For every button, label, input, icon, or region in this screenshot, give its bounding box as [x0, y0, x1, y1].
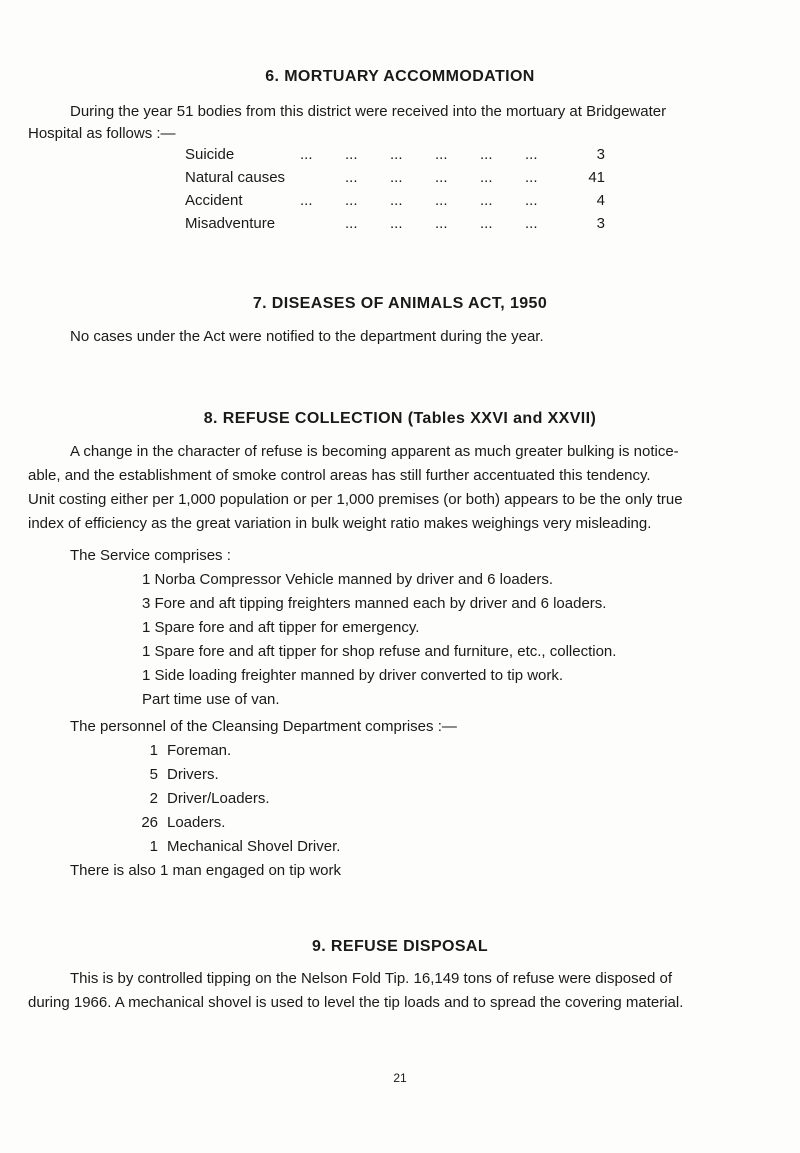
- personnel-number: 5: [149, 766, 158, 783]
- refuse-paragraph-line: index of efficiency as the great variation in bulk weight ratio makes weighings very misleading.: [28, 515, 652, 532]
- service-item: Part time use of van.: [142, 691, 280, 708]
- service-item: 1 Side loading freighter manned by driver converted to tip work.: [142, 667, 564, 684]
- section-7-text: No cases under the Act were notified to the department during the year.: [70, 328, 544, 345]
- service-item: 1 Spare fore and aft tipper for emergency.: [142, 619, 420, 636]
- closing-line: There is also 1 man engaged on tip work: [70, 862, 341, 879]
- page-number: 21: [393, 1071, 407, 1085]
- mortuary-row-suicide: Suicide ... ... ... ... ... ... 3: [185, 146, 605, 163]
- section-6-heading: 6. MORTUARY ACCOMMODATION: [265, 68, 535, 85]
- refuse-paragraph-line: A change in the character of refuse is becoming apparent as much greater bulking is notice-: [70, 443, 679, 460]
- mortuary-row-misadventure: Misadventure ... ... ... ... ... 3: [185, 215, 605, 232]
- personnel-role: Foreman.: [167, 742, 232, 759]
- personnel-number: 2: [149, 790, 158, 807]
- personnel-number: 1: [149, 742, 158, 759]
- mortuary-count: 4: [596, 192, 605, 209]
- section-9-heading: 9. REFUSE DISPOSAL: [311, 938, 489, 955]
- personnel-role: Loaders.: [167, 814, 226, 831]
- mortuary-count: 3: [596, 215, 605, 232]
- mortuary-cause: Suicide: [185, 146, 235, 163]
- mortuary-cause: Accident: [185, 192, 243, 209]
- service-item: 3 Fore and aft tipping freighters manned each by driver and 6 loaders.: [142, 595, 607, 612]
- personnel-number: 1: [149, 838, 158, 855]
- section-8-heading: 8. REFUSE COLLECTION (Tables XXVI and XXVII): [203, 410, 597, 427]
- personnel-intro: The personnel of the Cleansing Department comprises :—: [70, 718, 457, 735]
- refuse-paragraph-line: Unit costing either per 1,000 population or per 1,000 premises (or both) appears to be the only true: [28, 491, 683, 508]
- mortuary-row-natural-causes: Natural causes ... ... ... ... ... 41: [185, 169, 605, 186]
- mortuary-row-accident: Accident ... ... ... ... ... ... 4: [185, 192, 605, 209]
- personnel-role: Drivers.: [167, 766, 219, 783]
- service-intro: The Service comprises :: [70, 547, 231, 564]
- mortuary-cause: Natural causes: [185, 169, 286, 186]
- section-6-intro-line-2: Hospital as follows :—: [28, 125, 176, 142]
- refuse-paragraph-line: able, and the establishment of smoke control areas has still further accentuated this tendency.: [28, 467, 651, 484]
- personnel-role: Mechanical Shovel Driver.: [167, 838, 341, 855]
- mortuary-count: 41: [588, 169, 605, 186]
- personnel-number: 26: [141, 814, 158, 831]
- personnel-role: Driver/Loaders.: [167, 790, 270, 807]
- mortuary-count: 3: [596, 146, 605, 163]
- service-item: 1 Norba Compressor Vehicle manned by driver and 6 loaders.: [142, 571, 554, 588]
- disposal-line-1: This is by controlled tipping on the Nelson Fold Tip. 16,149 tons of refuse were disposed of: [70, 970, 673, 987]
- service-item: 1 Spare fore and aft tipper for shop refuse and furniture, etc., collection.: [142, 643, 617, 660]
- section-7-heading: 7. DISEASES OF ANIMALS ACT, 1950: [252, 295, 548, 312]
- mortuary-cause: Misadventure: [185, 215, 276, 232]
- section-6-intro-line-1: During the year 51 bodies from this district were received into the mortuary at Bridgewater: [70, 103, 667, 120]
- disposal-line-2: during 1966. A mechanical shovel is used to level the tip loads and to spread the covering material.: [28, 994, 684, 1011]
